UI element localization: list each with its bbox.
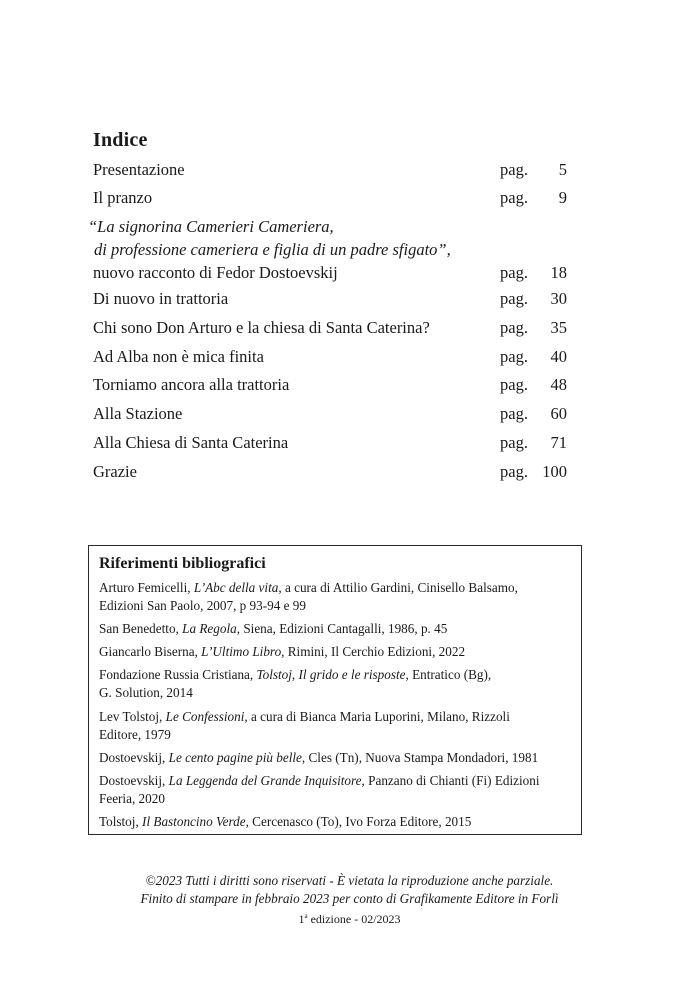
toc-pag-label: pag. (500, 263, 528, 282)
toc-page-number: 35 (550, 318, 567, 337)
bibliography-entry: Dostoevskij, La Leggenda del Grande Inquisitore, Panzano di Chianti (Fi) Edizioni Feeria, 2020 (99, 773, 540, 806)
bibliography-entry: Tolstoj, Il Bastoncino Verde, Cercenasco (To), Ivo Forza Editore, 2015 (99, 814, 472, 829)
toc-entry-title-line1: “La signorina Camerieri Cameriera, (88, 217, 334, 236)
bibliography-box (88, 545, 582, 835)
toc-entry-title: Torniamo ancora alla trattoria (93, 375, 290, 394)
bibliography-entry: Lev Tolstoj, Le Confessioni, a cura di Bianca Maria Luporini, Milano, Rizzoli Editore, 1979 (99, 709, 510, 742)
index-title: Indice (93, 129, 148, 151)
bibliography-entry: San Benedetto, La Regola, Siena, Edizioni Cantagalli, 1986, p. 45 (99, 621, 448, 636)
copyright-line: ©2023 Tutti i diritti sono riservati - È vietata la riproduzione anche parziale. (145, 873, 554, 888)
toc-page-number: 48 (550, 375, 567, 394)
toc-pag-label: pag. (500, 289, 528, 308)
toc-page-number: 60 (550, 404, 567, 423)
toc-pag-label: pag. (500, 347, 528, 366)
toc-page-number: 30 (550, 289, 567, 308)
toc-entry-title-line2: di professione cameriera e figlia di un padre sfigato”, (94, 240, 451, 259)
toc-entry-title: Il pranzo (93, 188, 153, 207)
toc-entry-title: Alla Stazione (93, 404, 183, 423)
toc-page-number: 100 (542, 462, 567, 481)
toc-entry-title: Ad Alba non è mica finita (93, 347, 264, 366)
bibliography-entry: Arturo Femicelli, L’Abc della vita, a cura di Attilio Gardini, Cinisello Balsamo, Edizioni San Paolo, 2007, p 93-94 e 99 (99, 580, 518, 613)
printing-line: Finito di stampare in febbraio 2023 per conto di Grafikamente Editore in Forlì (140, 891, 559, 906)
bibliography-entry: Fondazione Russia Cristiana, Tolstoj, Il grido e le risposte, Entratico (Bg), G. Solution, 2014 (99, 667, 492, 700)
edition-line: 1$^a$ edizione - 02/2023 (298, 912, 401, 926)
toc-entry-title: Alla Chiesa di Santa Caterina (93, 433, 289, 452)
toc-entry-title-line3: nuovo racconto di Fedor Dostoevskij (93, 263, 338, 282)
toc-entry-title: Grazie (93, 462, 137, 481)
toc-pag-label: pag. (500, 433, 528, 452)
toc-page-number: 40 (550, 347, 567, 366)
toc-entry-title: Presentazione (93, 160, 185, 179)
colophon (0, 872, 699, 927)
toc-page-number: 5 (558, 160, 567, 179)
toc-pag-label: pag. (500, 375, 528, 394)
toc-page-number: 71 (550, 433, 567, 452)
toc-pag-label: pag. (500, 188, 528, 207)
bibliography-title: Riferimenti bibliografici (99, 555, 266, 572)
toc-entry (88, 215, 567, 284)
toc-entry-title: Di nuovo in trattoria (93, 289, 229, 308)
toc-entry-title: Chi sono Don Arturo e la chiesa di Santa Caterina? (93, 318, 430, 337)
toc-pag-label: pag. (500, 160, 528, 179)
toc-page-number: 9 (558, 188, 567, 207)
toc-pag-label: pag. (500, 404, 528, 423)
toc-pag-label: pag. (500, 462, 528, 481)
toc-pag-label: pag. (500, 318, 528, 337)
bibliography-entry: Giancarlo Biserna, L’Ultimo Libro, Rimini, Il Cerchio Edizioni, 2022 (99, 644, 466, 659)
bibliography-entry: Dostoevskij, Le cento pagine più belle, Cles (Tn), Nuova Stampa Mondadori, 1981 (99, 750, 539, 765)
toc-page-number: 18 (550, 263, 567, 282)
